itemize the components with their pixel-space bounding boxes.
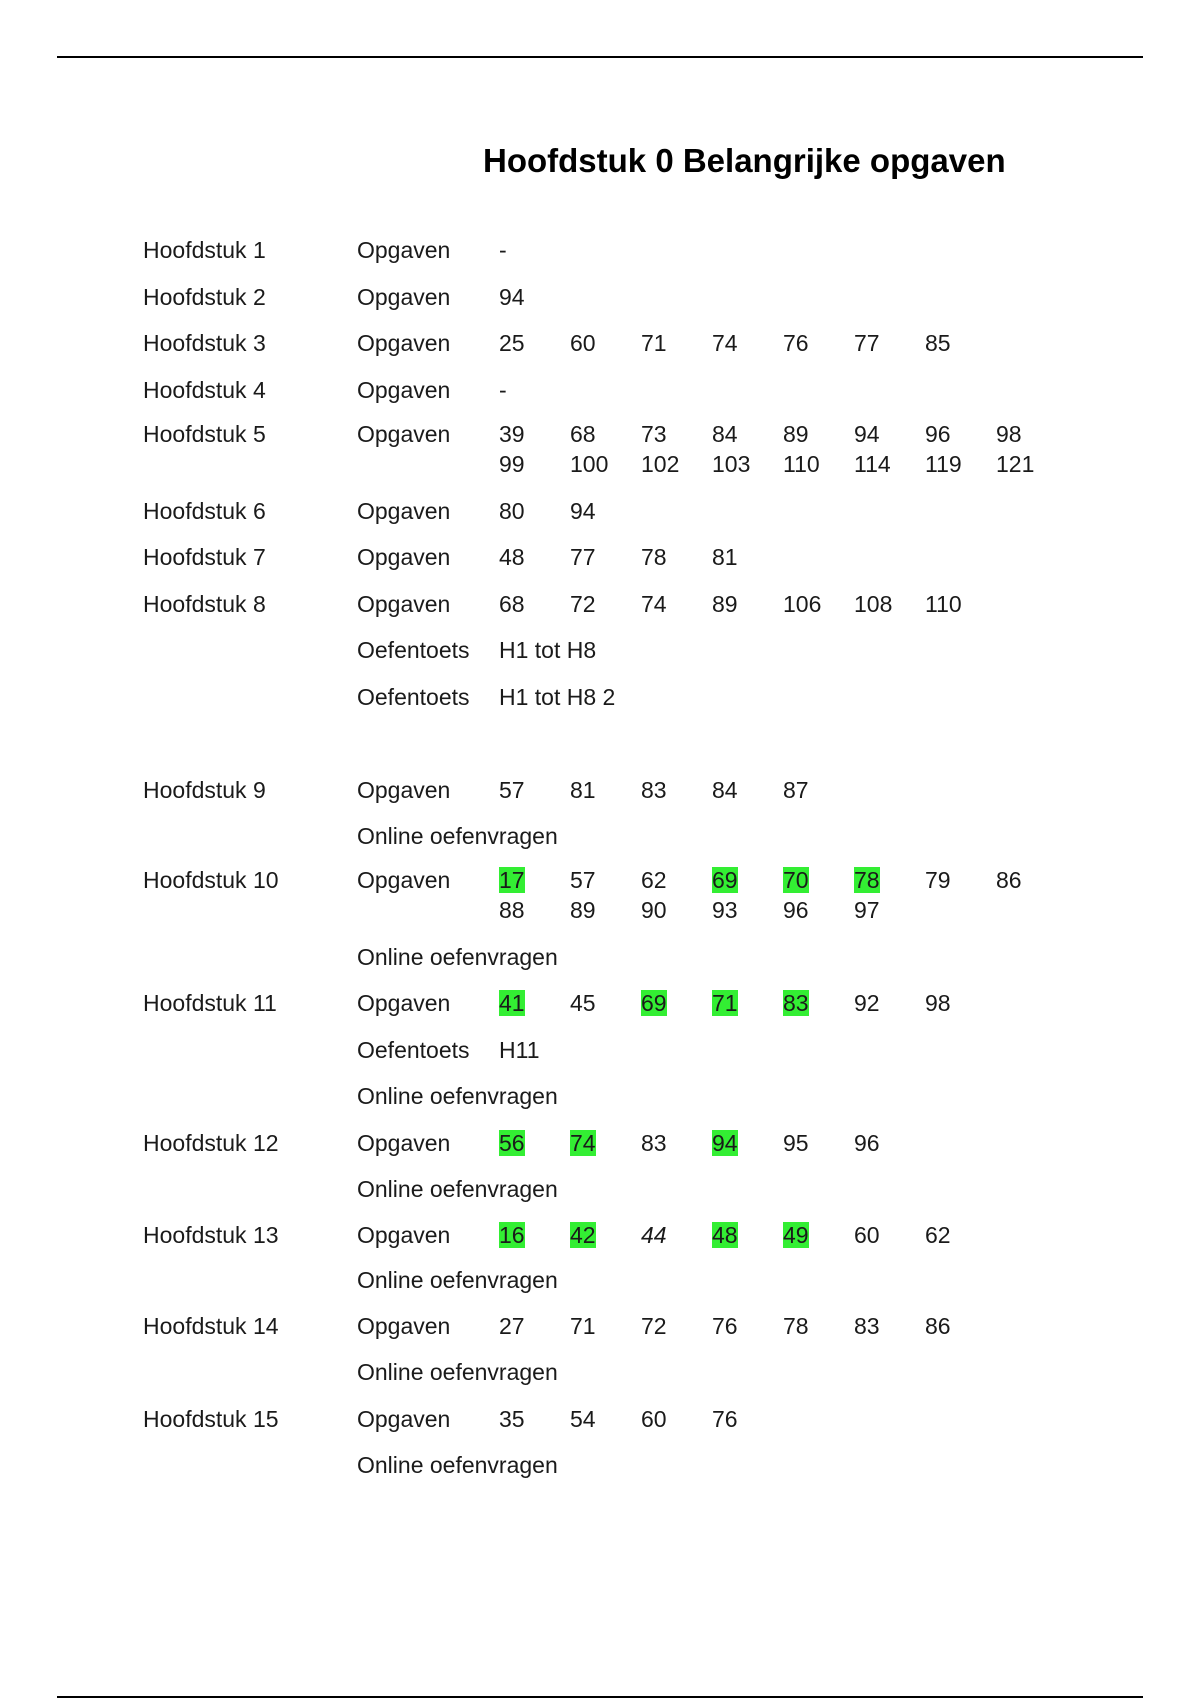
exercise-number: 94 <box>499 284 525 310</box>
chapter-label: Hoofdstuk 9 <box>143 777 266 803</box>
exercise-number: - <box>499 237 507 263</box>
chapter-label: Hoofdstuk 6 <box>143 498 266 524</box>
exercise-number: 77 <box>570 544 596 570</box>
exercise-number: 56 <box>499 1130 525 1156</box>
exercise-number: 76 <box>712 1406 738 1432</box>
exercise-number: 42 <box>570 1222 596 1248</box>
exercise-number: 69 <box>641 990 667 1016</box>
exercise-number: 96 <box>783 897 809 923</box>
exercise-number: 81 <box>712 544 738 570</box>
exercise-number: 27 <box>499 1313 525 1339</box>
exercise-number: 54 <box>570 1406 596 1432</box>
exercise-number: 74 <box>570 1130 596 1156</box>
exercise-number: 92 <box>854 990 880 1016</box>
exercise-number: 77 <box>854 330 880 356</box>
exercise-number: 71 <box>641 330 667 356</box>
exercise-number: 90 <box>641 897 667 923</box>
exercise-number: 119 <box>925 451 962 477</box>
exercise-type: Opgaven <box>357 498 451 524</box>
exercise-type: Opgaven <box>357 544 451 570</box>
exercise-number: 49 <box>783 1222 809 1248</box>
exercise-type: Opgaven <box>357 1130 451 1156</box>
exercise-number: 98 <box>925 990 951 1016</box>
chapter-label: Hoofdstuk 12 <box>143 1130 279 1156</box>
exercise-number: 83 <box>854 1313 880 1339</box>
exercise-number: 80 <box>499 498 525 524</box>
chapter-label: Hoofdstuk 11 <box>143 990 277 1016</box>
chapter-label: Hoofdstuk 1 <box>143 237 266 263</box>
exercise-number: 68 <box>499 591 525 617</box>
exercise-number: 93 <box>712 897 738 923</box>
exercise-type: Opgaven <box>357 867 451 893</box>
exercise-number: 78 <box>641 544 667 570</box>
exercise-type: Online oefenvragen <box>357 823 558 849</box>
exercise-number: 114 <box>854 451 891 477</box>
exercise-number: 98 <box>996 421 1022 447</box>
exercise-number: 71 <box>570 1313 596 1339</box>
exercise-number: 84 <box>712 421 738 447</box>
exercise-number: 94 <box>712 1130 738 1156</box>
exercise-number: 76 <box>783 330 809 356</box>
exercise-number: 60 <box>854 1222 880 1248</box>
exercise-number: 48 <box>499 544 525 570</box>
exercise-type: Opgaven <box>357 284 451 310</box>
exercise-number: 94 <box>854 421 880 447</box>
exercise-number: 103 <box>712 451 751 477</box>
exercise-number: 100 <box>570 451 609 477</box>
chapter-label: Hoofdstuk 13 <box>143 1222 279 1248</box>
exercise-number: 41 <box>499 990 525 1016</box>
exercise-number: 110 <box>783 451 820 477</box>
exercise-number: 17 <box>499 867 525 893</box>
exercise-number: 88 <box>499 897 525 923</box>
exercise-number: 78 <box>783 1313 809 1339</box>
exercise-number: 99 <box>499 451 525 477</box>
exercise-number: 81 <box>570 777 596 803</box>
chapter-label: Hoofdstuk 15 <box>143 1406 279 1432</box>
exercise-number: 102 <box>641 451 680 477</box>
exercise-number: 89 <box>712 591 738 617</box>
exercise-number: 121 <box>996 451 1035 477</box>
exercise-number: 89 <box>570 897 596 923</box>
exercise-number: 89 <box>783 421 809 447</box>
exercise-number: 72 <box>570 591 596 617</box>
chapter-label: Hoofdstuk 3 <box>143 330 266 356</box>
exercise-type: Online oefenvragen <box>357 1176 558 1202</box>
exercise-number: 79 <box>925 867 951 893</box>
exercise-number: 86 <box>925 1313 951 1339</box>
exercise-number: 85 <box>925 330 951 356</box>
exercise-type: Oefentoets <box>357 1037 470 1063</box>
exercise-range: H11 <box>499 1037 540 1063</box>
exercise-number: 60 <box>641 1406 667 1432</box>
exercise-number: 96 <box>925 421 951 447</box>
exercise-type: Online oefenvragen <box>357 1267 558 1293</box>
exercise-number: 94 <box>570 498 596 524</box>
chapter-label: Hoofdstuk 7 <box>143 544 266 570</box>
exercise-number: 110 <box>925 591 962 617</box>
exercise-number: 39 <box>499 421 525 447</box>
exercise-number: 74 <box>641 591 667 617</box>
exercise-number: 73 <box>641 421 667 447</box>
exercise-number: 83 <box>783 990 809 1016</box>
chapter-label: Hoofdstuk 5 <box>143 421 266 447</box>
top-rule <box>57 56 1143 58</box>
exercise-number: 57 <box>570 867 596 893</box>
exercise-number: 83 <box>641 777 667 803</box>
exercise-number: 76 <box>712 1313 738 1339</box>
chapter-label: Hoofdstuk 14 <box>143 1313 279 1339</box>
exercise-range: H1 tot H8 2 <box>499 684 616 710</box>
exercise-number: 71 <box>712 990 738 1016</box>
exercise-type: Opgaven <box>357 1406 451 1432</box>
exercise-number: 87 <box>783 777 809 803</box>
exercise-type: Opgaven <box>357 591 451 617</box>
chapter-label: Hoofdstuk 8 <box>143 591 266 617</box>
exercise-number: 69 <box>712 867 738 893</box>
exercise-type: Opgaven <box>357 1313 451 1339</box>
exercise-number: 62 <box>641 867 667 893</box>
exercise-type: Oefentoets <box>357 637 470 663</box>
exercise-type: Opgaven <box>357 237 451 263</box>
exercise-type: Online oefenvragen <box>357 1452 558 1478</box>
chapter-label: Hoofdstuk 2 <box>143 284 266 310</box>
exercise-type: Opgaven <box>357 421 451 447</box>
page-title: Hoofdstuk 0 Belangrijke opgaven <box>483 142 1006 179</box>
exercise-type: Opgaven <box>357 330 451 356</box>
exercise-number: 97 <box>854 897 880 923</box>
exercise-number: 83 <box>641 1130 667 1156</box>
exercise-number: 60 <box>570 330 596 356</box>
exercise-number: 106 <box>783 591 822 617</box>
exercise-number: 96 <box>854 1130 880 1156</box>
exercise-number: 16 <box>499 1222 525 1248</box>
bottom-rule <box>57 1696 1143 1698</box>
exercise-type: Oefentoets <box>357 684 470 710</box>
exercise-number: 78 <box>854 867 880 893</box>
exercise-type: Opgaven <box>357 990 451 1016</box>
exercise-number: 25 <box>499 330 525 356</box>
exercise-type: Online oefenvragen <box>357 1083 558 1109</box>
exercise-number: - <box>499 377 507 403</box>
exercise-type: Online oefenvragen <box>357 1359 558 1385</box>
exercise-type: Opgaven <box>357 777 451 803</box>
exercise-number: 84 <box>712 777 738 803</box>
exercise-number: 72 <box>641 1313 667 1339</box>
exercise-number: 35 <box>499 1406 525 1432</box>
exercise-number: 108 <box>854 591 893 617</box>
exercise-number: 74 <box>712 330 738 356</box>
chapter-label: Hoofdstuk 4 <box>143 377 266 403</box>
exercise-number: 57 <box>499 777 525 803</box>
exercise-type: Online oefenvragen <box>357 944 558 970</box>
exercise-number: 62 <box>925 1222 951 1248</box>
exercise-type: Opgaven <box>357 377 451 403</box>
exercise-number: 70 <box>783 867 809 893</box>
exercise-type: Opgaven <box>357 1222 451 1248</box>
exercise-number: 44 <box>641 1222 667 1248</box>
exercise-number: 95 <box>783 1130 809 1156</box>
exercise-number: 45 <box>570 990 596 1016</box>
exercise-range: H1 tot H8 <box>499 637 597 663</box>
exercise-number: 68 <box>570 421 596 447</box>
exercise-number: 86 <box>996 867 1022 893</box>
exercise-number: 48 <box>712 1222 738 1248</box>
chapter-label: Hoofdstuk 10 <box>143 867 279 893</box>
